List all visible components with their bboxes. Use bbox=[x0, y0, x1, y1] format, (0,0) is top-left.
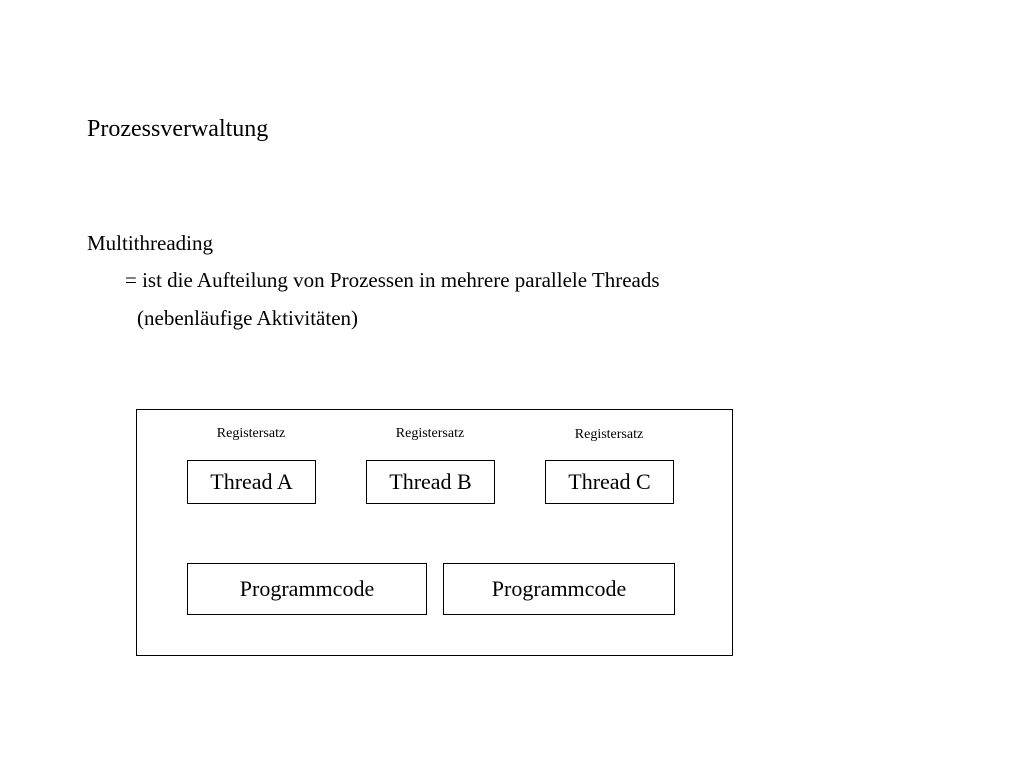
thread-b-box: Thread B bbox=[366, 460, 495, 504]
thread-a-box: Thread A bbox=[187, 460, 316, 504]
register-set-label-a: Registersatz bbox=[216, 426, 286, 441]
register-set-label-c: Registersatz bbox=[574, 427, 644, 442]
register-set-label-b: Registersatz bbox=[395, 426, 465, 441]
thread-c-box: Thread C bbox=[545, 460, 674, 504]
program-code-box-2: Programmcode bbox=[443, 563, 675, 615]
process-diagram-frame bbox=[136, 409, 733, 656]
program-code-box-1: Programmcode bbox=[187, 563, 427, 615]
slide-title: Prozessverwaltung bbox=[87, 116, 269, 142]
multithreading-heading: Multithreading bbox=[87, 231, 213, 255]
multithreading-definition: = ist die Aufteilung von Prozessen in mehrere parallele Threads bbox=[125, 268, 660, 292]
multithreading-parenthetical: (nebenläufige Aktivitäten) bbox=[137, 306, 359, 330]
